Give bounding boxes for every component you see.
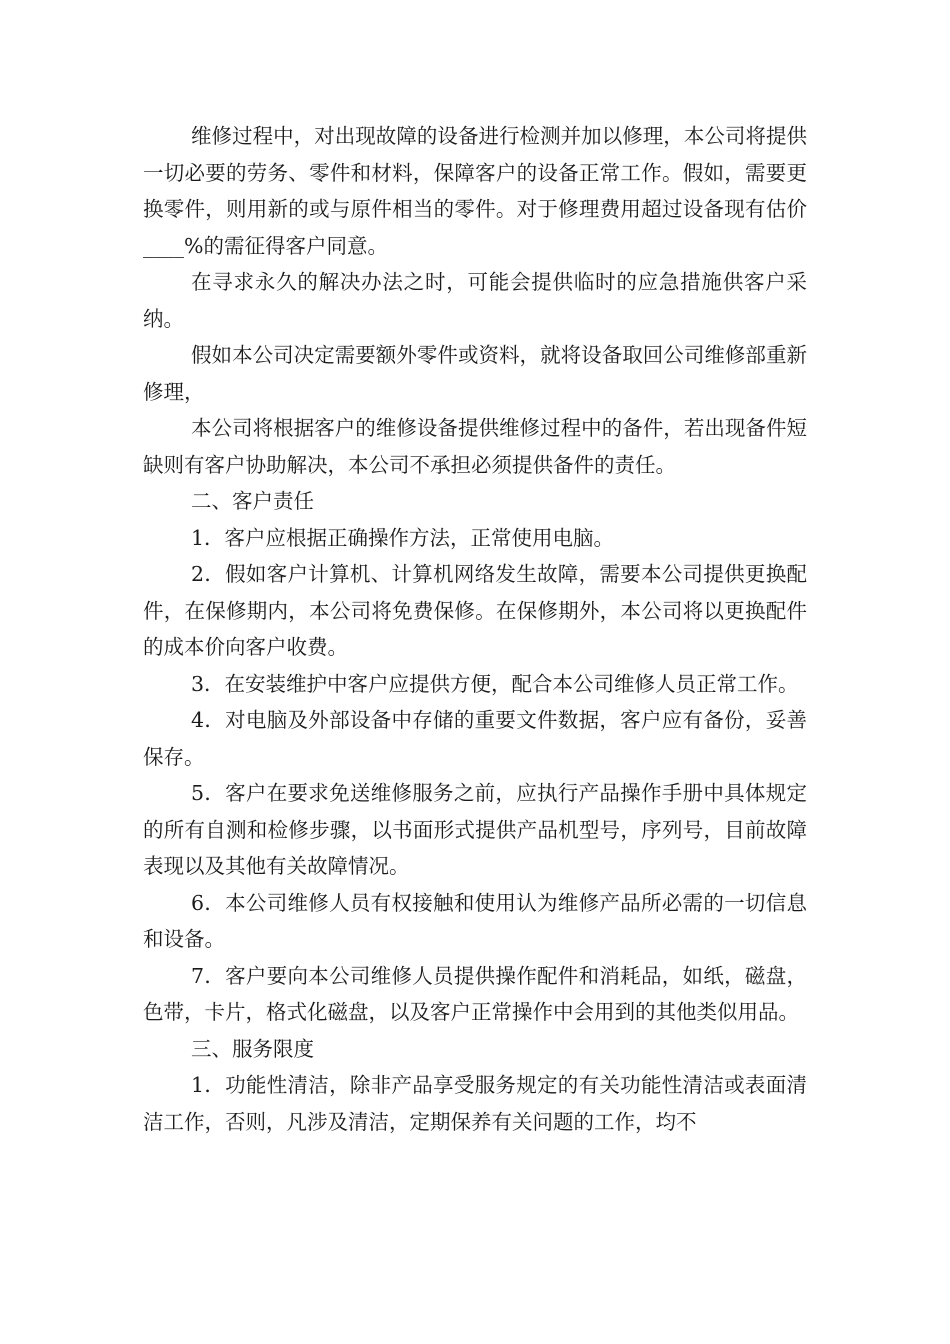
list-item-7: 7．客户要向本公司维修人员提供操作配件和消耗品，如纸，磁盘，色带，卡片，格式化磁盘，以及客户正常操作中会用到的其他类似用品。 [143,963,807,1024]
document-body [143,118,807,1140]
list-item-3: 3．在安装维护中客户应提供方便，配合本公司维修人员正常工作。 [191,671,799,696]
section-heading-customer-responsibility: 二、客户责任 [191,489,314,513]
list-item-2: 2．假如客户计算机、计算机网络发生故障，需要本公司提供更换配件，在保修期内，本公司将免费保修。在保修期外，本公司将以更换配件的成本价向客户收费。 [143,562,807,659]
paragraph-extra-parts: 假如本公司决定需要额外零件或资料，就将设备取回公司维修部重新修理， [143,343,807,404]
paragraph-spare-parts: 本公司将根据客户的维修设备提供维修过程中的备件，若出现备件短缺则有客户协助解决，本公司不承担必须提供备件的责任。 [143,416,807,477]
paragraph-temporary-measures: 在寻求永久的解决办法之时，可能会提供临时的应急措施供客户采纳。 [143,270,807,331]
paragraph-repair-process: 维修过程中，对出现故障的设备进行检测并加以修理，本公司将提供一切必要的劳务、零件和材料，保障客户的设备正常工作。假如，需要更换零件，则用新的或与原件相当的零件。对于修理费用超过设备现有估价____%的需征得客户同意。 [143,124,807,258]
list-item-4: 4．对电脑及外部设备中存储的重要文件数据，客户应有备份，妥善保存。 [143,708,807,769]
section-heading-service-limits: 三、服务限度 [191,1036,314,1061]
list-item-functional-cleaning: 1．功能性清洁，除非产品享受服务规定的有关功能性清洁或表面清洁工作，否则，凡涉及清洁，定期保养有关问题的工作，均不 [143,1073,807,1134]
list-item-6: 6．本公司维修人员有权接触和使用认为维修产品所必需的一切信息和设备。 [143,890,807,951]
list-item-1: 1．客户应根据正确操作方法，正常使用电脑。 [191,525,615,550]
list-item-5: 5．客户在要求免送维修服务之前，应执行产品操作手册中具体规定的所有自测和检修步骤，以书面形式提供产品机型号，序列号，目前故障表现以及其他有关故障情况。 [143,781,807,878]
